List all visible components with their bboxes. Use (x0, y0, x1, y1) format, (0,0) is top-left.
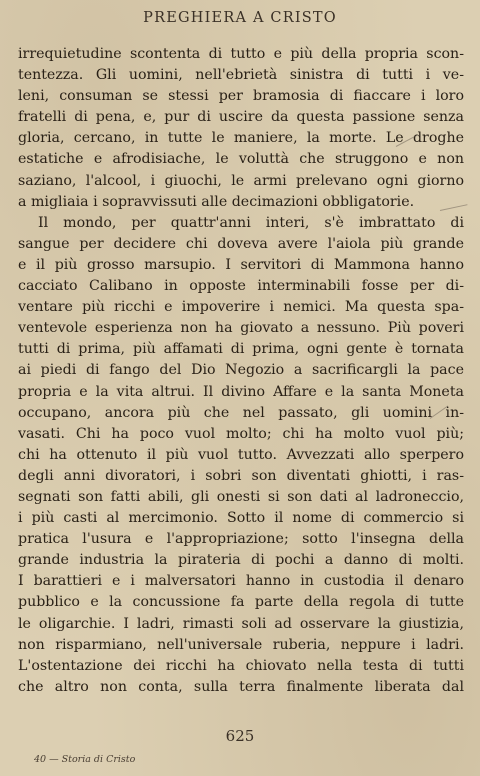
text-line: saziano, l'alcool, i giuochi, le armi prelevano ogni giorno (18, 172, 464, 189)
text-line: e il più grosso marsupio. I servitori di Mammona hanno (18, 256, 464, 273)
text-line: degli anni divoratori, i sobri son diventati ghiotti, i ras- (18, 467, 464, 484)
signature-mark: 40 — Storia di Cristo (34, 754, 136, 765)
text-line: le oligarchie. I ladri, rimasti soli ad osservare la giustizia, (18, 615, 464, 632)
body-text (18, 44, 464, 698)
text-line: propria e la vita altrui. Il divino Affare e la santa Moneta (18, 383, 464, 400)
text-line: cacciato Calibano in opposte interminabili fosse per di- (18, 278, 464, 295)
text-line: Il mondo, per quattr'anni interi, s'è imbrattato di (38, 214, 464, 231)
text-line: non risparmiano, nell'universale ruberia, neppure i ladri. (18, 636, 464, 653)
text-line: segnati son fatti abili, gli onesti si son dati al ladroneccio, (18, 488, 464, 505)
text-line: vasati. Chi ha poco vuol molto; chi ha molto vuol più; (18, 425, 464, 442)
text-line: pratica l'usura e l'appropriazione; sotto l'insegna della (18, 531, 464, 548)
text-line: L'ostentazione dei ricchi ha chiovato nella testa di tutti (18, 657, 464, 674)
text-line: che altro non conta, sulla terra finalmente liberata dal (18, 678, 464, 695)
text-line: a migliaia i sopravvissuti alle decimazioni obbligatorie. (18, 193, 415, 210)
text-line: leni, consuman se stessi per bramosia di fiaccare i loro (18, 88, 464, 105)
text-line: tutti di prima, più affamati di prima, ogni gente è tornata (18, 341, 464, 358)
text-line: ai piedi di fango del Dio Negozio a sacrificargli la pace (18, 362, 464, 379)
text-line: fratelli di pena, e, pur di uscire da questa passione senza (18, 109, 464, 126)
text-line: gloria, cercano, in tutte le maniere, la morte. Le droghe (18, 130, 464, 147)
text-line: grande industria la pirateria di pochi a danno di molti. (18, 552, 464, 569)
text-line: irrequietudine scontenta di tutto e più della propria scon- (18, 46, 464, 62)
running-header: PREGHIERA A CRISTO (143, 10, 337, 26)
text-line: occupano, ancora più che nel passato, gli uomini in- (18, 404, 464, 421)
text-line: pubblico e la concussione fa parte della regola di tutte (18, 594, 464, 611)
text-line: tentezza. Gli uomini, nell'ebrietà sinistra di tutti i ve- (18, 67, 464, 84)
text-line: ventevole esperienza non ha giovato a nessuno. Più poveri (18, 320, 464, 337)
text-line: sangue per decidere chi doveva avere l'aiola più grande (18, 235, 464, 252)
text-line: ventare più ricchi e impoverire i nemici. Ma questa spa- (18, 299, 464, 316)
text-line: i più casti al mercimonio. Sotto il nome di commercio si (18, 510, 464, 527)
text-line: estatiche e afrodisiache, le voluttà che struggono e non (18, 151, 464, 168)
text-line: I barattieri e i malversatori hanno in custodia il denaro (18, 573, 464, 590)
text-line: chi ha ottenuto il più vuol tutto. Avvezzati allo sperpero (18, 446, 464, 463)
page-number: 625 (225, 727, 255, 745)
